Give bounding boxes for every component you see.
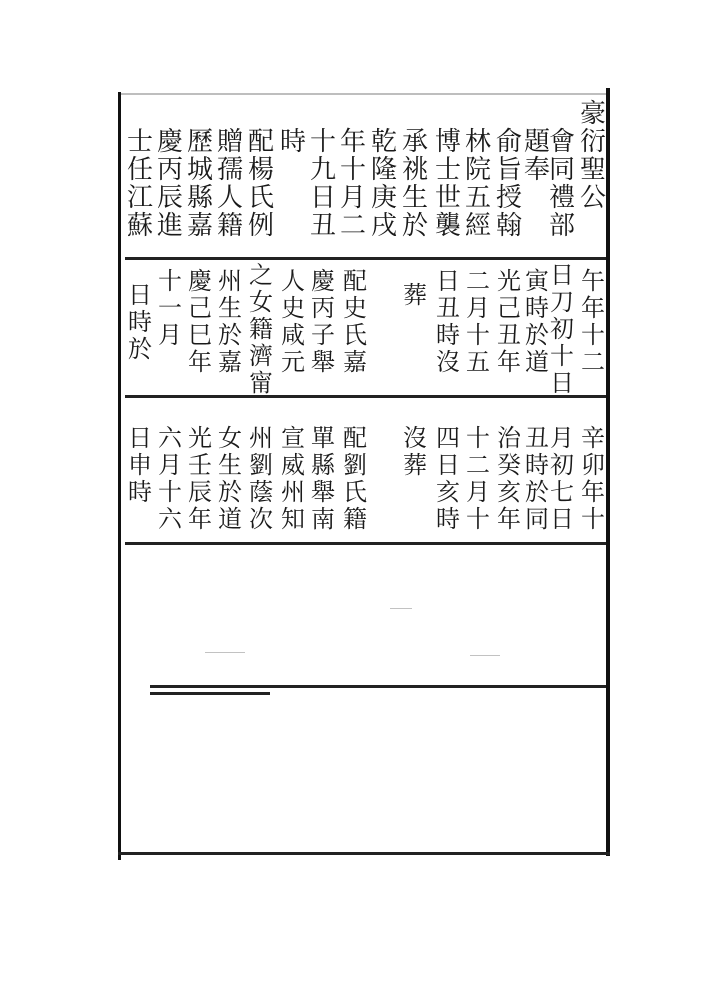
column-text: 慶 丙 辰 進	[156, 127, 183, 241]
column-text: 辛 卯 年 十	[581, 424, 605, 533]
band3-column	[340, 425, 370, 533]
band1-column	[433, 128, 463, 240]
column-text: 午 年 十 二	[581, 267, 605, 376]
band1-column	[494, 128, 524, 240]
band2-column	[155, 268, 185, 349]
column-text: 十 二 月 十	[466, 424, 490, 533]
band3-column	[308, 425, 338, 533]
ink-smudge	[470, 655, 500, 656]
band2-column	[400, 282, 430, 309]
band3-column	[185, 425, 215, 533]
frame-bottom-rule	[118, 852, 610, 855]
column-text: 配 楊 氏 例	[247, 127, 274, 241]
column-text: 丑 時 於 同	[525, 424, 549, 533]
column-text: 四 日 亥 時	[436, 424, 460, 533]
column-text: 年 十 月 二	[339, 127, 366, 241]
column-text: 慶 丙 子 舉	[311, 267, 335, 376]
band1-column	[215, 128, 245, 240]
column-text: 治 癸 亥 年	[497, 424, 521, 533]
column-text: 州 劉 蔭 次	[249, 424, 273, 533]
column-text: 時	[279, 127, 306, 157]
lower-divider-short	[150, 692, 270, 695]
ink-smudge	[390, 608, 412, 609]
band2-column	[215, 268, 245, 376]
band2-column	[340, 268, 370, 376]
column-text: 配 史 氏 嘉	[343, 267, 367, 376]
band2-column	[185, 268, 215, 376]
band2-column	[246, 262, 276, 397]
column-text: 日 刀 初 十 日	[550, 261, 574, 397]
band3-column	[494, 425, 524, 533]
column-text: 十 九 日 丑	[309, 127, 336, 241]
column-text: 光 己 丑 年	[497, 267, 521, 376]
band1-column	[522, 128, 552, 184]
band1-column	[246, 128, 276, 240]
band3-column	[125, 425, 155, 506]
column-text: 之 女 籍 濟 甯	[249, 261, 273, 397]
band1-column	[338, 128, 368, 240]
band2-column	[522, 268, 552, 376]
band1-column	[308, 128, 338, 240]
column-text: 慶 己 巳 年	[188, 267, 212, 376]
column-text: 二 月 十 五	[466, 267, 490, 376]
band2-column	[433, 268, 463, 376]
column-text: 光 壬 辰 年	[188, 424, 212, 533]
column-text: 日 時 於	[128, 281, 152, 363]
column-text: 女 生 於 道	[218, 424, 242, 533]
column-text: 寅 時 於 道	[525, 267, 549, 376]
column-text: 十 一 月	[158, 267, 182, 349]
column-text: 豪 衍 聖 公	[579, 99, 606, 213]
band1-column	[369, 128, 399, 240]
band3-column	[578, 425, 608, 533]
band-divider-2	[125, 395, 606, 398]
column-text: 歷 城 縣 嘉	[186, 127, 213, 241]
column-text: 俞 旨 授 翰	[495, 127, 522, 241]
band1-column	[125, 128, 155, 240]
column-text: 博 士 世 襲	[434, 127, 461, 241]
band3-column	[433, 425, 463, 533]
band3-column	[400, 425, 430, 479]
column-text: 日 申 時	[128, 424, 152, 506]
column-text: 沒 葬	[403, 424, 427, 479]
column-text: 葬	[403, 281, 427, 309]
column-text: 宣 威 州 知	[281, 424, 305, 533]
band3-column	[463, 425, 493, 533]
frame-left-rule	[118, 92, 121, 860]
column-text: 士 任 江 蘇	[126, 127, 153, 241]
band2-column	[278, 268, 308, 376]
column-text: 配 劉 氏 籍	[343, 424, 367, 533]
band3-column	[215, 425, 245, 533]
column-text: 日 丑 時 沒	[436, 267, 460, 376]
band1-column	[155, 128, 185, 240]
column-text: 單 縣 舉 南	[311, 424, 335, 533]
band-divider-3	[125, 542, 606, 545]
ink-smudge	[205, 652, 245, 653]
column-text: 林 院 五 經	[464, 127, 491, 241]
band3-column	[155, 425, 185, 533]
band2-column	[494, 268, 524, 376]
frame-top-rule	[118, 93, 610, 95]
band2-column	[463, 268, 493, 376]
band1-column	[278, 128, 308, 156]
band2-column	[308, 268, 338, 376]
band3-column	[522, 425, 552, 533]
column-text: 月 初 七 日	[550, 424, 574, 533]
band3-column	[246, 425, 276, 533]
column-text: 承 祧 生 於	[401, 127, 428, 241]
column-text: 題 奉	[523, 127, 550, 185]
column-text: 乾 隆 庚 戌	[370, 127, 397, 241]
band2-column	[578, 268, 608, 376]
band1-column	[400, 128, 430, 240]
column-text: 贈 孺 人 籍	[216, 127, 243, 241]
column-text: 六 月 十 六	[158, 424, 182, 533]
band1-column	[578, 100, 608, 212]
band2-column	[125, 282, 155, 363]
band-divider-1	[125, 257, 606, 260]
column-text: 人 史 咸 元	[281, 267, 305, 376]
column-text: 州 生 於 嘉	[218, 267, 242, 376]
band1-column	[185, 128, 215, 240]
band1-column	[463, 128, 493, 240]
lower-divider	[150, 685, 606, 688]
band3-column	[278, 425, 308, 533]
column-text: 會 同 禮 部	[548, 127, 575, 241]
